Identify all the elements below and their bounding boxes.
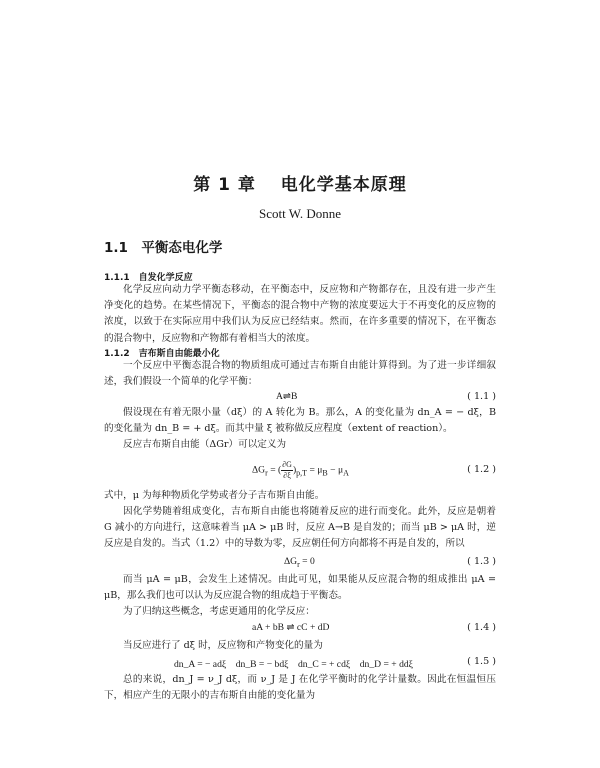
equation-1-1-expression: A⇌B <box>276 391 298 402</box>
equation-1-2 <box>104 458 496 484</box>
eq2-conditions: p,T <box>296 468 308 478</box>
paragraph-gibbs-intro: 一个反应中平衡态混合物的物质组成可通过吉布斯自由能计算得到。为了进一步详细叙述，我们假设一个简单的化学平衡： <box>104 360 496 388</box>
paragraph-chemical-potential: 式中，μ 为每种物质化学势或者分子吉布斯自由能。 <box>104 490 325 501</box>
paragraph-stoichiometry: 总的来说，dn_J = ν_J dξ，而 ν_J 是 J 在化学平衡时的化学计量数。因此在恒温恒压下，相应产生的无限小的吉布斯自由能的变化量为 <box>104 674 496 702</box>
equation-1-4-number: ( 1.4 ) <box>467 622 496 633</box>
eq2-rhs-mid: − μ <box>327 464 344 476</box>
paragraph-spontaneity: 因化学势随着组成变化，吉布斯自由能也将随着反应的进行而变化。此外，反应是朝着 G 减小的方向进行，这意味着当 μA > μB 时，反应 A→B 是自发的；而当 μB > μA 时，逆反应是自发的。当式（1.2）中的导数为零，反应朝任何方向都将不再是自发的，所以 <box>104 506 496 550</box>
paragraph-reaction-progress: 当反应进行了 dξ 时，反应物和产物变化的量为 <box>123 640 323 651</box>
eq3-lhs: ΔG <box>284 556 298 567</box>
subsection-heading-1-1-1: 1.1.1 自发化学反应 <box>104 273 193 283</box>
eq2-numerator: ∂G <box>282 460 292 469</box>
eq2-lhs: ΔG <box>252 464 266 476</box>
eq2-rhs-sub-a: A <box>343 468 349 478</box>
eq3-rhs: = 0 <box>299 556 315 567</box>
equation-1-3-number: ( 1.3 ) <box>467 556 496 567</box>
eq2-lhs-sub: r <box>265 468 268 478</box>
equation-1-2-number: ( 1.2 ) <box>467 464 496 475</box>
eq2-denominator: ∂ξ <box>283 471 291 480</box>
eq3-sub: r <box>297 559 300 569</box>
subsection-heading-1-1-2: 1.1.2 吉布斯自由能最小化 <box>104 349 220 359</box>
equation-1-4 <box>104 622 496 638</box>
eq2-rhs-sub-b: B <box>322 468 328 478</box>
eq2-derivative <box>281 460 293 481</box>
eq2-equals: = <box>270 464 276 476</box>
equation-1-2-expression: $\Delta G_r$ = ( $\frac{\partial G}{\partial\xi}$ )$_{p,T} = \mu_B - \mu_A$ <box>252 460 349 480</box>
paragraph-generalize: 为了归纳这些概念，考虑更通用的化学反应： <box>123 606 315 617</box>
section-heading-1-1: 1.1 平衡态电化学 <box>104 240 223 256</box>
equation-1-3-expression <box>284 556 315 569</box>
equation-1-5-number: ( 1.5 ) <box>467 656 496 667</box>
paragraph-extent-of-reaction: 假设现在有着无限小量（dξ）的 A 转化为 B。那么，A 的变化量为 dn_A = − dξ，B 的变化量为 dn_B = + dξ。而其中量 ξ 被称做反应程度（extent of reaction）。 <box>104 407 496 435</box>
paragraph-spontaneous-reaction: 化学反应向动力学平衡态移动，在平衡态中，反应物和产物都存在，且没有进一步产生净变化的趋势。在某些情况下，平衡态的混合物中产物的浓度要远大于不再变化的反应物的浓度，以致于在实际应用中我们认为反应已经结束。然而，在许多重要的情况下，在平衡态的混合物中，反应物和产物都有着相当大的浓度。 <box>104 284 496 344</box>
equation-1-5 <box>104 656 496 672</box>
paragraph-equilibrium-condition: 而当 μA = μB，会发生上述情况。由此可见，如果能从反应混合物的组成推出 μA = μB，那么我们也可以认为反应混合物的组成趋于平衡态。 <box>104 574 496 602</box>
paragraph-reaction-gibbs-definition: 反应吉布斯自由能（ΔGr）可以定义为 <box>123 439 287 450</box>
equation-1-5-expression: dn_A = − adξ dn_B = − bdξ dn_C = + cdξ dn_D = + ddξ <box>174 659 413 670</box>
equation-1-3 <box>104 556 496 572</box>
equation-1-1-number: ( 1.1 ) <box>467 391 496 402</box>
chapter-title: 第 1 章 电化学基本原理 <box>193 175 407 195</box>
eq2-rhs: = μ <box>309 464 323 476</box>
equation-1-4-expression: aA + bB ⇌ cC + dD <box>252 622 330 633</box>
chapter-author: Scott W. Donne <box>259 206 341 221</box>
